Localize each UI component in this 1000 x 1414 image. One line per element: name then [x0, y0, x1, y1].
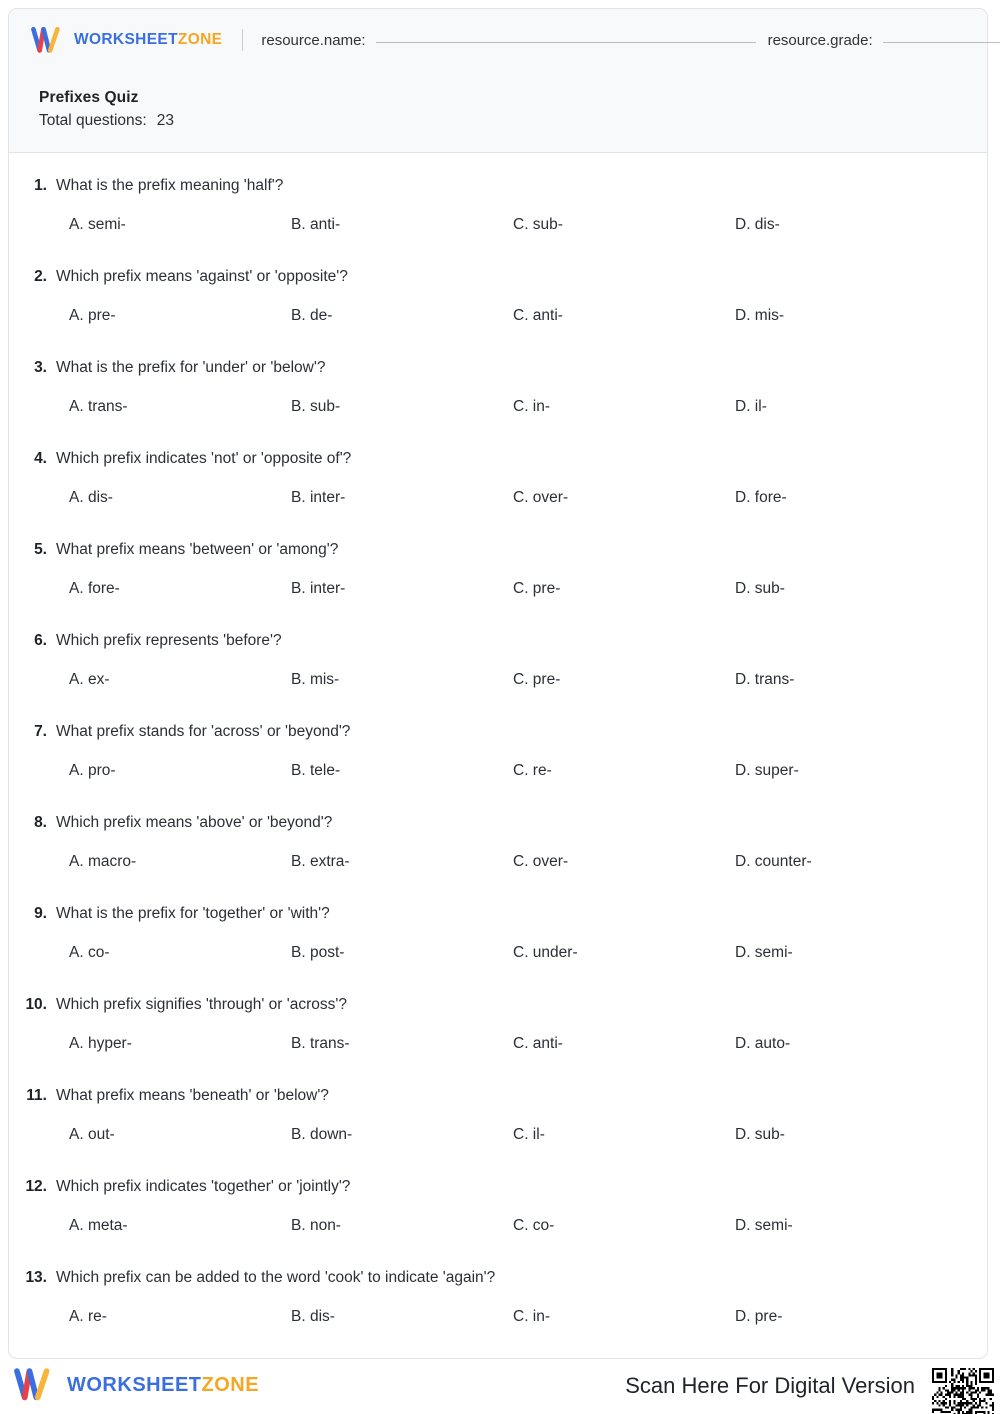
question-prompt-row	[9, 448, 989, 470]
answer-option[interactable]: B. anti-	[291, 216, 341, 233]
answer-option[interactable]: C. re-	[513, 762, 552, 779]
total-questions-label: Total questions:	[39, 112, 147, 129]
answer-option[interactable]: C. over-	[513, 489, 569, 506]
worksheet-header	[9, 9, 987, 153]
header-divider	[242, 29, 243, 51]
answer-option[interactable]: A. re-	[69, 1308, 107, 1325]
student-grade-field[interactable]	[768, 33, 1000, 48]
question-item	[9, 1267, 989, 1358]
question-item	[9, 448, 989, 539]
answer-option[interactable]: B. tele-	[291, 762, 341, 779]
answer-option[interactable]: A. trans-	[69, 398, 128, 415]
total-questions	[39, 109, 174, 133]
question-number: 8.	[34, 814, 47, 831]
answer-options	[69, 1216, 989, 1236]
question-item	[9, 266, 989, 357]
question-text: What is the prefix for 'together' or 'with'?	[56, 905, 330, 922]
worksheetzone-w-logo-icon	[14, 1368, 56, 1401]
question-text: Which prefix indicates 'not' or 'opposite of'?	[56, 450, 352, 467]
answer-option[interactable]: B. non-	[291, 1217, 341, 1234]
answer-option[interactable]: B. dis-	[291, 1308, 335, 1325]
answer-option[interactable]: D. counter-	[735, 853, 812, 870]
question-prompt-row	[9, 175, 989, 197]
answer-option[interactable]: A. pre-	[69, 307, 116, 324]
question-item	[9, 721, 989, 812]
question-prompt-row	[9, 721, 989, 743]
answer-options	[69, 488, 989, 508]
worksheet-card	[8, 8, 988, 1359]
question-item	[9, 994, 989, 1085]
answer-option[interactable]: A. meta-	[69, 1217, 128, 1234]
brand-logo[interactable]	[31, 27, 222, 53]
question-text: Which prefix indicates 'together' or 'jointly'?	[56, 1178, 351, 1195]
answer-options	[69, 306, 989, 326]
question-item	[9, 1085, 989, 1176]
question-prompt-row	[9, 1085, 989, 1107]
page-footer	[0, 1362, 1000, 1414]
answer-option[interactable]: D. pre-	[735, 1308, 783, 1325]
question-number: 5.	[34, 541, 47, 558]
answer-option[interactable]: A. hyper-	[69, 1035, 132, 1052]
question-item	[9, 539, 989, 630]
answer-option[interactable]: C. over-	[513, 853, 569, 870]
answer-option[interactable]: D. sub-	[735, 1126, 785, 1143]
question-number: 7.	[34, 723, 47, 740]
question-number: 1.	[34, 177, 47, 194]
answer-option[interactable]: A. dis-	[69, 489, 113, 506]
footer-brand-wordmark	[67, 1375, 259, 1395]
question-prompt-row	[9, 903, 989, 925]
answer-option[interactable]: D. dis-	[735, 216, 780, 233]
answer-option[interactable]: B. down-	[291, 1126, 353, 1143]
answer-option[interactable]: B. de-	[291, 307, 333, 324]
answer-options	[69, 579, 989, 599]
answer-option[interactable]: C. under-	[513, 944, 578, 961]
question-text: Which prefix means 'above' or 'beyond'?	[56, 814, 333, 831]
answer-options	[69, 943, 989, 963]
answer-option[interactable]: D. mis-	[735, 307, 785, 324]
answer-option[interactable]: B. inter-	[291, 489, 346, 506]
question-list	[9, 153, 989, 1358]
page-title: Prefixes Quiz	[39, 89, 139, 106]
question-number: 10.	[25, 996, 47, 1013]
answer-option[interactable]: B. trans-	[291, 1035, 350, 1052]
qr-code-icon[interactable]	[932, 1368, 994, 1414]
brand-word-primary: WORKSHEET	[74, 31, 178, 49]
answer-option[interactable]: D. sub-	[735, 580, 785, 597]
question-item	[9, 175, 989, 266]
answer-options	[69, 761, 989, 781]
answer-options	[69, 1125, 989, 1145]
total-questions-value: 23	[156, 112, 174, 129]
answer-option[interactable]: C. anti-	[513, 307, 563, 324]
answer-options	[69, 1307, 989, 1327]
answer-option[interactable]: C. pre-	[513, 671, 561, 688]
question-prompt-row	[9, 357, 989, 379]
answer-options	[69, 1034, 989, 1054]
answer-options	[69, 397, 989, 417]
question-text: Which prefix represents 'before'?	[56, 632, 282, 649]
question-item	[9, 1176, 989, 1267]
question-number: 12.	[25, 1178, 47, 1195]
answer-option[interactable]: D. trans-	[735, 671, 795, 688]
question-text: Which prefix means 'against' or 'opposite'?	[56, 268, 348, 285]
answer-option[interactable]: A. semi-	[69, 216, 126, 233]
answer-option[interactable]: C. co-	[513, 1217, 555, 1234]
question-prompt-row	[9, 539, 989, 561]
answer-option[interactable]: A. macro-	[69, 853, 137, 870]
question-text: What prefix stands for 'across' or 'beyond'?	[56, 723, 351, 740]
answer-option[interactable]: C. sub-	[513, 216, 563, 233]
answer-option[interactable]: C. anti-	[513, 1035, 563, 1052]
worksheet-meta	[39, 87, 174, 133]
answer-option[interactable]: D. il-	[735, 398, 767, 415]
scan-prompt-text: Scan Here For Digital Version	[625, 1373, 915, 1398]
brand-word-primary: WORKSHEET	[67, 1373, 202, 1396]
answer-option[interactable]: A. fore-	[69, 580, 120, 597]
answer-option[interactable]: A. pro-	[69, 762, 116, 779]
answer-options	[69, 852, 989, 872]
question-prompt-row	[9, 266, 989, 288]
answer-option[interactable]: D. fore-	[735, 489, 787, 506]
question-prompt-row	[9, 1176, 989, 1198]
question-item	[9, 812, 989, 903]
student-grade-input-line[interactable]	[883, 42, 1000, 43]
question-number: 4.	[34, 450, 47, 467]
question-text: Which prefix signifies 'through' or 'across'?	[56, 996, 347, 1013]
question-number: 13.	[25, 1269, 47, 1286]
student-name-input-line[interactable]	[376, 42, 756, 43]
answer-option[interactable]: D. auto-	[735, 1035, 791, 1052]
question-number: 6.	[34, 632, 47, 649]
answer-option[interactable]: D. super-	[735, 762, 799, 779]
answer-option[interactable]: D. semi-	[735, 944, 793, 961]
answer-option[interactable]: B. mis-	[291, 671, 340, 688]
header-top-row	[9, 9, 989, 71]
student-name-field[interactable]	[261, 33, 755, 48]
answer-option[interactable]: D. semi-	[735, 1217, 793, 1234]
question-text: What prefix means 'beneath' or 'below'?	[56, 1087, 329, 1104]
answer-option[interactable]: B. post-	[291, 944, 345, 961]
answer-option[interactable]: A. co-	[69, 944, 110, 961]
question-prompt-row	[9, 812, 989, 834]
question-item	[9, 630, 989, 721]
brand-word-accent: ZONE	[201, 1373, 260, 1396]
answer-option[interactable]: C. in-	[513, 398, 551, 415]
question-text: What prefix means 'between' or 'among'?	[56, 541, 339, 558]
answer-option[interactable]: C. il-	[513, 1126, 545, 1143]
question-number: 3.	[34, 359, 47, 376]
answer-option[interactable]: B. extra-	[291, 853, 350, 870]
question-number: 2.	[34, 268, 47, 285]
student-grade-label: resource.grade:	[767, 31, 873, 49]
worksheetzone-w-logo-icon	[31, 27, 65, 53]
brand-word-accent: ZONE	[177, 31, 223, 49]
answer-options	[69, 215, 989, 235]
question-item	[9, 357, 989, 448]
brand-wordmark	[74, 32, 222, 48]
question-item	[9, 903, 989, 994]
question-prompt-row	[9, 630, 989, 652]
answer-option[interactable]: A. out-	[69, 1126, 115, 1143]
answer-option[interactable]: C. pre-	[513, 580, 561, 597]
question-text: What is the prefix meaning 'half'?	[56, 177, 284, 194]
question-prompt-row	[9, 1267, 989, 1289]
question-text: What is the prefix for 'under' or 'below'?	[56, 359, 326, 376]
answer-option[interactable]: B. sub-	[291, 398, 341, 415]
answer-option[interactable]: C. in-	[513, 1308, 551, 1325]
footer-brand-logo[interactable]	[14, 1368, 259, 1401]
question-number: 9.	[34, 905, 47, 922]
answer-option[interactable]: A. ex-	[69, 671, 110, 688]
student-name-label: resource.name:	[261, 31, 366, 49]
question-text: Which prefix can be added to the word 'cook' to indicate 'again'?	[56, 1269, 496, 1286]
answer-options	[69, 670, 989, 690]
question-prompt-row	[9, 994, 989, 1016]
answer-option[interactable]: B. inter-	[291, 580, 346, 597]
question-number: 11.	[26, 1087, 47, 1104]
